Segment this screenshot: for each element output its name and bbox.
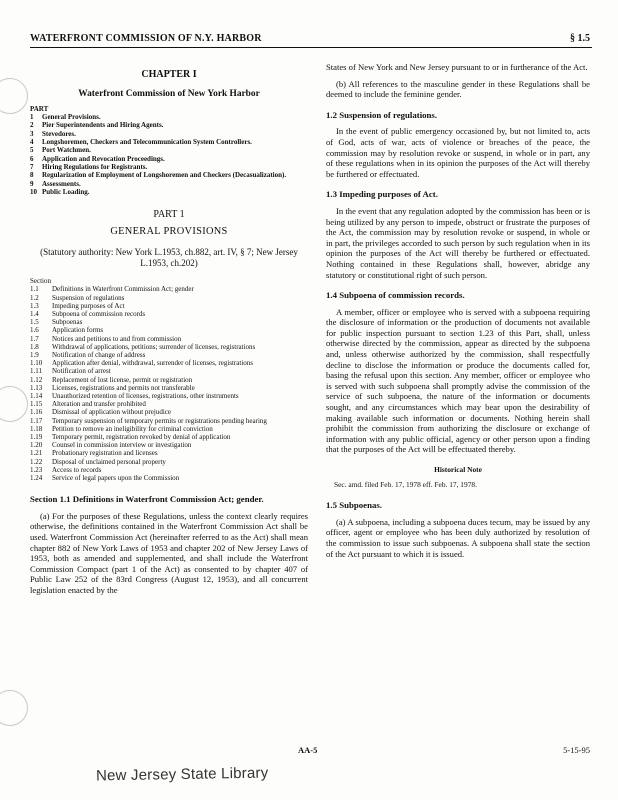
section-list-item bbox=[30, 294, 308, 302]
part-list-item-title: Public Loading. bbox=[42, 187, 90, 196]
header-rule bbox=[30, 47, 592, 48]
part-list-item-number: 6 bbox=[30, 154, 34, 163]
section-1-4-text: A member, officer or employee who is served with a subpoena requiring the disclosure of information or the production of documents not available for public inspection pursuant to section 1.23 of this Part, shall, unless otherwise directed by the commission, appear as directed by the subpoena and, unless otherwise authorized by the commission, shall respectfully decline to disclose the information or produce the documents called for, basing the refusal upon this section. Any member, officer or employee who is served with such subpoena shall promptly advise the commission of the service of such subpoena, the nature of the information or documents sought, and any circumstances which may bear upon the desirability of making available such information or documents. Nothing herein shall prohibit the commission from authorizing the disclosure or exchange of information with any public official, agency or other person upon a finding that the purposes of the Act will be effectuated thereby. bbox=[326, 306, 590, 455]
section-list-item-number: 1.15 bbox=[30, 400, 43, 409]
section-1-5-a-text: (a) A subpoena, including a subpoena duces tecum, may be issued by any officer, agent or employee who has been duly authorized by resolution of the commission to issue such subpoenas. A subpoena shall state the section of the Act pursuant to which it is issued. bbox=[326, 516, 590, 559]
historical-note-title: Historical Note bbox=[434, 465, 482, 474]
section-list-item bbox=[30, 474, 308, 482]
section-list-item bbox=[30, 326, 308, 334]
section-list-item-title: Notification of arrest bbox=[52, 367, 111, 376]
section-list-item bbox=[30, 343, 308, 351]
part-list-item bbox=[30, 171, 308, 179]
section-list-item-number: 1.13 bbox=[30, 383, 43, 392]
part-name: GENERAL PROVISIONS bbox=[110, 225, 228, 237]
section-list-item bbox=[30, 384, 308, 392]
section-list-item-number: 1.4 bbox=[30, 309, 39, 318]
section-list-item bbox=[30, 400, 308, 408]
section-list-item-title: Replacement of lost license, permit or registration bbox=[52, 375, 193, 384]
section-list-item-number: 1.9 bbox=[30, 350, 39, 359]
part-list-item bbox=[30, 180, 308, 188]
section-list-item-title: Definitions in Waterfront Commission Act; gender bbox=[52, 285, 194, 294]
section-1-4-title: 1.4 Subpoena of commission records. bbox=[326, 290, 465, 301]
section-list-item-title: Disposal of unclaimed personal property bbox=[52, 457, 166, 466]
section-list-item-number: 1.14 bbox=[30, 391, 43, 400]
part-list-item-title: Regularization of Employment of Longshoremen and Checkers (Decasualization). bbox=[42, 171, 287, 180]
section-list-item-number: 1.23 bbox=[30, 465, 43, 474]
section-list-item-title: Alteration and transfer prohibited bbox=[52, 400, 146, 409]
section-list-item-title: Application after denial, withdrawal, surrender of licenses, registrations bbox=[52, 359, 253, 368]
right-column bbox=[326, 62, 590, 565]
section-list-item-number: 1.7 bbox=[30, 334, 39, 343]
section-list-item-number: 1.10 bbox=[30, 359, 43, 368]
section-list bbox=[30, 285, 308, 482]
part-number: PART 1 bbox=[153, 209, 185, 221]
section-list-item-number: 1.11 bbox=[30, 367, 42, 376]
part-list-item-title: Port Watchmen. bbox=[42, 146, 91, 155]
historical-note-text: Sec. amd. filed Feb. 17, 1978 eff. Feb. 17, 1978. bbox=[334, 479, 477, 489]
punch-hole-middle bbox=[0, 386, 28, 422]
section-list-item-number: 1.8 bbox=[30, 342, 39, 351]
part-list-item-number: 10 bbox=[30, 187, 37, 196]
section-1-1-a-text: (a) For the purposes of these Regulations, unless the context clearly requires otherwise, the definitions contained in the Waterfront Commission Act shall be used. Waterfront Commission Act (hereinafter referred to as the Act) shall mean chapter 882 of New York Laws of 1953 and chapter 202 of New Jersey Laws of 1953, both as amended and supplemented, and shall include the Waterfront Commission Compact (part 1 of the Act) as consented to by chapter 407 of Public Law 252 of the 83rd Congress (August 12, 1953), and all concurrent legislation enacted by the bbox=[30, 510, 308, 595]
section-1-3-text: In the event that any regulation adopted by the commission has been or is being utilized by any person to impede, obstruct or frustrate the purposes of the Act, the commission may by resolution revoke or suspend, in whole or in part, the privileges accorded to such person by such regulation when in its opinion the purposes of the Act will thereby be furthered or effectuated. Nothing contained in these Regulations shall, however, abridge any statutory or constitutional right of such person. bbox=[326, 205, 590, 280]
part-list-item bbox=[30, 130, 308, 138]
page-header-title: WATERFRONT COMMISSION OF N.Y. HARBOR bbox=[30, 33, 262, 44]
section-list-item bbox=[30, 318, 308, 326]
section-list-item-title: Subpoena of commission records bbox=[52, 309, 146, 318]
part-list-heading: PART bbox=[30, 105, 49, 114]
statutory-authority: (Statutory authority: New York L.1953, ch.882, art. IV, § 7; New Jersey L.1953, ch.202) bbox=[40, 247, 298, 269]
section-1-2-text: In the event of public emergency occasioned by, but not limited to, acts of God, acts of war, acts of violence or breaches of the peace, the commission may by resolution revoke or suspend, in whole or in part, any of these regulations when in its opinion the purposes of the Act will thereby be furthered or effectuated. bbox=[326, 126, 590, 179]
part-list-item-title: General Provisions. bbox=[42, 113, 101, 122]
section-list-heading: Section bbox=[30, 277, 51, 286]
part-list-item bbox=[30, 146, 308, 154]
section-list-item-number: 1.18 bbox=[30, 424, 43, 433]
page-number: AA-5 bbox=[298, 745, 318, 755]
section-list-item bbox=[30, 408, 308, 416]
section-list-item-number: 1.5 bbox=[30, 318, 39, 327]
section-list-item-number: 1.22 bbox=[30, 457, 43, 466]
section-list-item-title: Unauthorized retention of licenses, registrations, other instruments bbox=[52, 391, 239, 400]
section-list-item-number: 1.12 bbox=[30, 375, 43, 384]
section-list-item bbox=[30, 335, 308, 343]
chapter-heading: CHAPTER I bbox=[141, 69, 197, 80]
section-list-item bbox=[30, 425, 308, 433]
part-list-item-title: Hiring Regulations for Registrants. bbox=[42, 162, 148, 171]
section-list-item-title: Temporary suspension of temporary permits or registrations pending hearing bbox=[52, 416, 267, 425]
part-list-item bbox=[30, 188, 308, 196]
section-1-2-title: 1.2 Suspension of regulations. bbox=[326, 109, 438, 120]
section-list-item-number: 1.24 bbox=[30, 474, 43, 483]
part-list-item-number: 2 bbox=[30, 121, 34, 130]
page-date: 5-15-95 bbox=[563, 745, 590, 755]
part-list-item bbox=[30, 155, 308, 163]
section-list-item-number: 1.20 bbox=[30, 441, 43, 450]
section-list-item-title: Petition to remove an ineligibility for criminal conviction bbox=[52, 424, 213, 433]
section-list-item bbox=[30, 466, 308, 474]
section-list-item-title: Dismissal of application without prejudice bbox=[52, 408, 171, 417]
part-list-item bbox=[30, 121, 308, 129]
section-list-item-title: Notices and petitions to and from commission bbox=[52, 334, 182, 343]
section-list-item-title: Service of legal papers upon the Commission bbox=[52, 474, 180, 483]
section-1-1-continuation: States of New York and New Jersey pursuant to or in furtherance of the Act. bbox=[326, 62, 588, 72]
section-1-5-title: 1.5 Subpoenas. bbox=[326, 500, 382, 511]
part-list-item-number: 8 bbox=[30, 171, 34, 180]
section-list-item-title: Suspension of regulations bbox=[52, 293, 125, 302]
section-1-3-title: 1.3 Impeding purposes of Act. bbox=[326, 189, 438, 200]
section-list-item-title: Access to records bbox=[52, 465, 102, 474]
section-list-item bbox=[30, 359, 308, 367]
part-list-item-number: 1 bbox=[30, 113, 34, 122]
section-list-item-number: 1.2 bbox=[30, 293, 39, 302]
part-list-item-number: 7 bbox=[30, 162, 34, 171]
section-list-item-title: Temporary permit, registration revoked by denial of application bbox=[52, 433, 231, 441]
section-list-item-number: 1.19 bbox=[30, 433, 43, 441]
punch-hole-bottom bbox=[0, 690, 28, 726]
page-header-section: § 1.5 bbox=[570, 33, 590, 44]
section-list-item-title: Withdrawal of applications, petitions; surrender of licenses, registrations bbox=[52, 342, 256, 351]
punch-hole-top bbox=[0, 78, 28, 114]
section-list-item-title: Licenses, registrations and permits not transferable bbox=[52, 383, 195, 392]
section-list-item bbox=[30, 376, 308, 384]
section-list-item bbox=[30, 302, 308, 310]
section-list-item-number: 1.21 bbox=[30, 449, 43, 458]
part-list-item-title: Assessments. bbox=[42, 179, 81, 188]
section-list-item bbox=[30, 458, 308, 466]
part-list-item-number: 5 bbox=[30, 146, 34, 155]
section-list-item bbox=[30, 367, 308, 375]
section-list-item bbox=[30, 392, 308, 400]
section-list-item-number: 1.17 bbox=[30, 416, 43, 425]
section-list-item bbox=[30, 441, 308, 449]
part-list-item bbox=[30, 163, 308, 171]
part-list-item-number: 4 bbox=[30, 138, 34, 147]
section-list-item-number: 1.1 bbox=[30, 285, 39, 294]
part-list-item-title: Pier Superintendents and Hiring Agents. bbox=[42, 121, 164, 130]
part-list-item bbox=[30, 138, 308, 146]
section-list-item-title: Subpoenas bbox=[52, 318, 83, 327]
part-list-item-number: 9 bbox=[30, 179, 34, 188]
part-list bbox=[30, 113, 308, 196]
left-column bbox=[30, 62, 308, 602]
section-list-item-number: 1.16 bbox=[30, 408, 43, 417]
part-list-item bbox=[30, 113, 308, 121]
section-list-item bbox=[30, 449, 308, 457]
section-list-item-title: Probationary registration and licenses bbox=[52, 449, 158, 458]
section-list-item bbox=[30, 310, 308, 318]
section-list-item bbox=[30, 285, 308, 293]
section-list-item-title: Application forms bbox=[52, 326, 104, 335]
section-list-item-title: Notification of change of address bbox=[52, 350, 146, 359]
section-list-item-number: 1.6 bbox=[30, 326, 39, 335]
section-list-item-number: 1.3 bbox=[30, 301, 39, 310]
section-1-1-b-text: (b) All references to the masculine gender in these Regulations shall be deemed to include the feminine gender. bbox=[326, 78, 590, 100]
section-list-item bbox=[30, 417, 308, 425]
part-list-item-title: Longshoremen, Checkers and Telecommunication System Controllers. bbox=[42, 138, 252, 147]
part-list-item-number: 3 bbox=[30, 129, 34, 138]
section-list-item-title: Impeding purposes of Act bbox=[52, 301, 125, 310]
part-list-item-title: Application and Revocation Proceedings. bbox=[42, 154, 165, 163]
library-stamp: New Jersey State Library bbox=[95, 764, 269, 785]
section-list-item bbox=[30, 433, 308, 441]
section-list-item-title: Counsel in commission interview or investigation bbox=[52, 441, 192, 450]
part-list-item-title: Stevedores. bbox=[42, 129, 76, 138]
section-1-1-title: Section 1.1 Definitions in Waterfront Commission Act; gender. bbox=[30, 494, 264, 505]
section-list-item bbox=[30, 351, 308, 359]
chapter-title: Waterfront Commission of New York Harbor bbox=[78, 88, 260, 99]
